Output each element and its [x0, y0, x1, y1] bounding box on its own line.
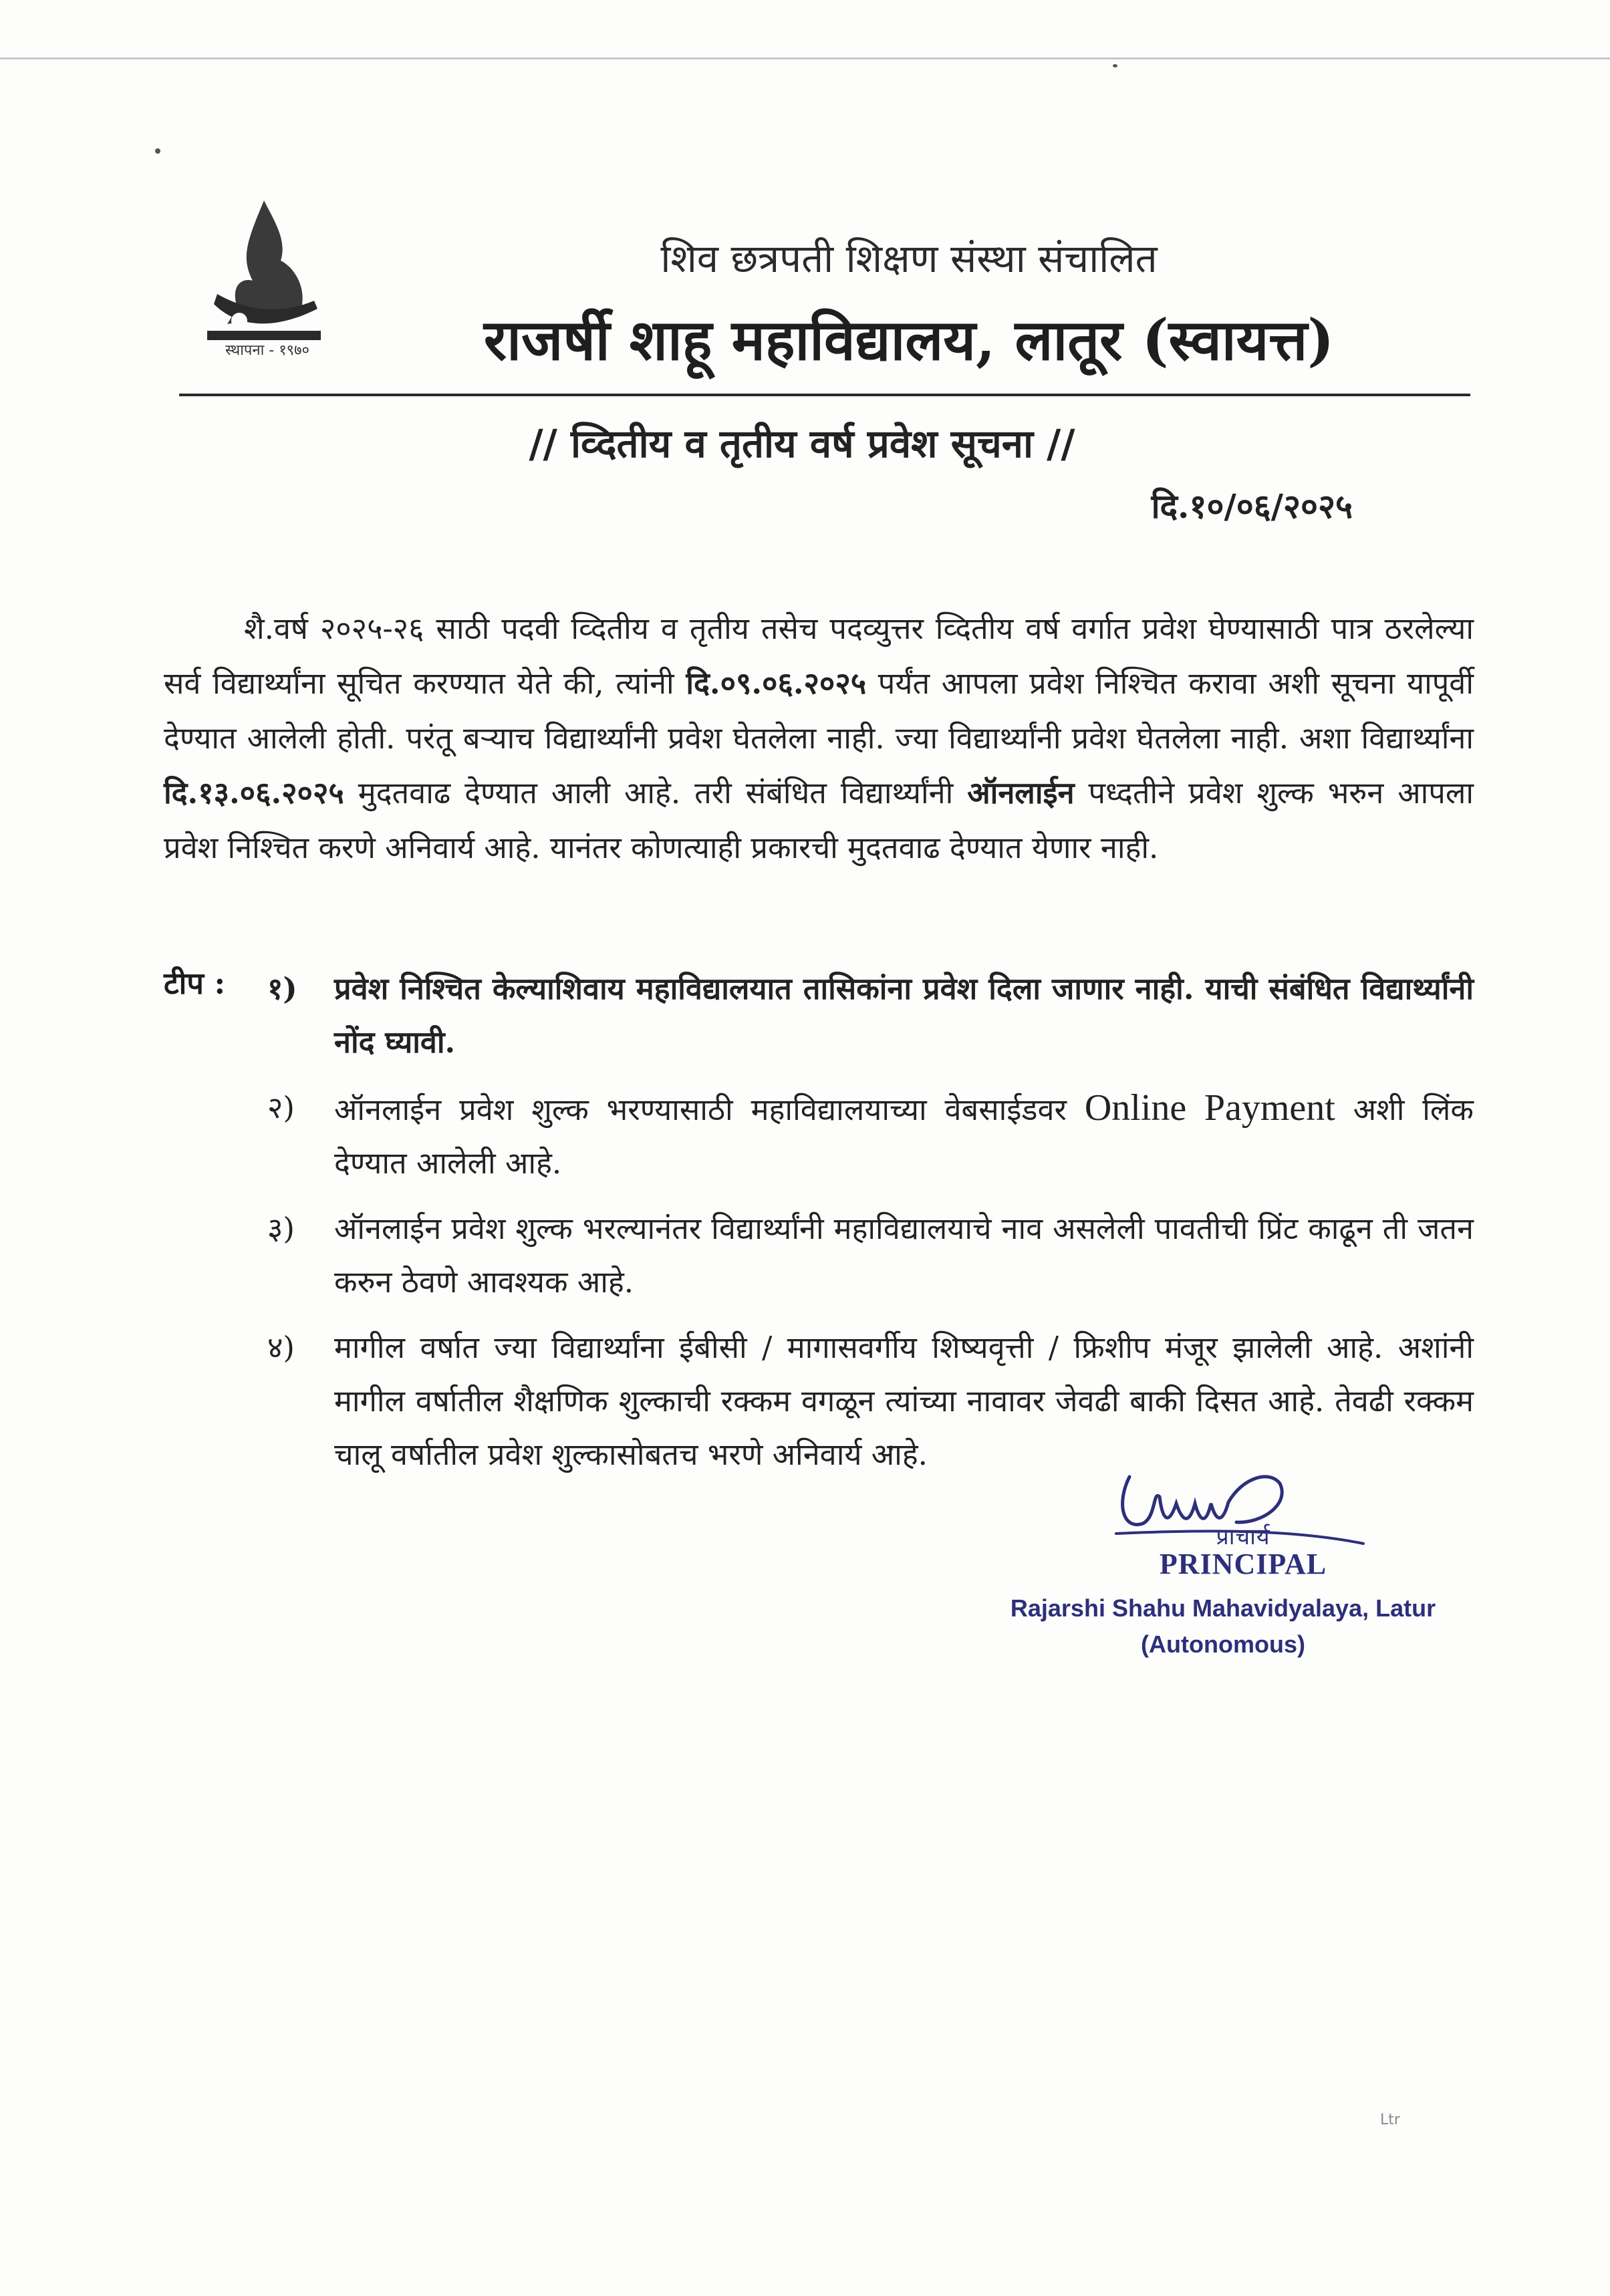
tip-text: मागील वर्षात ज्या विद्यार्थ्यांना ईबीसी / मागासवर्गीय शिष्यवृत्ती / फ्रिशीप मंजूर झालेली आहे. अशांनी मागील वर्षातील शैक्षणिक शुल्काची रक्कम वगळून त्यांच्या नावावर जेवढी बाकी दिसत आहे. तेवढी रक्कम चालू वर्षातील प्रवेश शुल्कासोबतच भरणे अनिवार्य आहे. [334, 1330, 1474, 1472]
principal-title: PRINCIPAL [1159, 1548, 1327, 1580]
body-text: शै.वर्ष २०२५-२६ साठी पदवी व्दितीय व तृतीय तसेच पदव्युत्तर व्दितीय वर्ष वर्गात प्रवेश घेण्यासाठी पात्र ठरलेल्या सर्व विद्यार्थ्यांना सूचित करण्यात येते की, त्यांनी [164, 611, 1474, 701]
scan-edge-line [0, 57, 1610, 59]
deadline-date-1: दि.०९.०६.२०२५ [686, 666, 867, 701]
tip-number: ३) [267, 1211, 295, 1246]
tips-list [267, 962, 1474, 1493]
tip-number: १) [267, 971, 297, 1006]
online-payment-text: Online Payment [1084, 1087, 1335, 1129]
stamp-autonomous: (Autonomous) [1141, 1630, 1305, 1658]
logo-caption: स्थापना - १९७० [225, 342, 309, 359]
body-text: पध्दतीने प्रवेश शुल्क भरुन आपला प्रवेश निश्चित करणे अनिवार्य आहे. यानंतर कोणत्याही प्रकारची मुदतवाढ देण्यात येणार नाही. [164, 775, 1474, 865]
scan-speck [155, 148, 160, 154]
sanstha-line: शिव छत्रपती शिक्षण संस्था संचालित [660, 236, 1158, 281]
principal-marathi: प्राचार्य [1216, 1524, 1270, 1550]
tip-text: अशी लिंक देण्यात आलेली आहे. [334, 1092, 1474, 1181]
body-text: मुदतवाढ देण्यात आली आहे. तरी संबंधित विद्यार्थ्यांनी [344, 775, 968, 811]
stamp-college-line: Rajarshi Shahu Mahavidyalaya, Latur [1010, 1594, 1436, 1622]
online-word: ऑनलाईन [967, 775, 1075, 811]
tip-item [267, 1202, 1474, 1309]
tip-text: ऑनलाईन प्रवेश शुल्क भरण्यासाठी महाविद्यालयाच्या वेबसाईडवर [334, 1092, 1085, 1127]
notice-title: // व्दितीय व तृतीय वर्ष प्रवेश सूचना // [529, 421, 1075, 466]
header-rule [179, 394, 1470, 396]
tip-item [267, 1081, 1474, 1190]
tip-number: ४) [267, 1330, 295, 1365]
deadline-date-2: दि.१३.०६.२०२५ [164, 775, 344, 811]
scan-mark: Ltr [1380, 2112, 1400, 2128]
tip-text: ऑनलाईन प्रवेश शुल्क भरल्यानंतर विद्यार्थ्यांनी महाविद्यालयाचे नाव असलेली पावतीची प्रिंट काढून ती जतन करुन ठेवणे आवश्यक आहे. [334, 1211, 1474, 1300]
college-name: राजर्षी शाहू महाविद्यालय, लातूर (स्वायत्त) [483, 307, 1335, 373]
body-paragraph [164, 601, 1474, 875]
body-text: पर्यंत आपला प्रवेश निश्चित करावा अशी सूचना यापूर्वी देण्यात आलेली होती. परंतू बऱ्याच विद्यार्थ्यांनी प्रवेश घेतलेला नाही. ज्या विद्यार्थ्यांनी प्रवेश घेतलेला नाही. अशा विद्यार्थ्यांना [164, 666, 1474, 756]
tip-label: टीप : [164, 966, 226, 1001]
principal-stamp [1002, 1590, 1444, 1663]
tip-text: प्रवेश निश्चित केल्याशिवाय महाविद्यालयात तासिकांना प्रवेश दिला जाणार नाही. याची संबंधित विद्यार्थ्यांनी नोंद घ्यावी. [334, 971, 1474, 1060]
tip-number: २) [267, 1090, 295, 1125]
notice-date: दि.१०/०६/२०२५ [1151, 486, 1353, 526]
tip-item [267, 962, 1474, 1069]
scan-speck [1113, 64, 1117, 67]
